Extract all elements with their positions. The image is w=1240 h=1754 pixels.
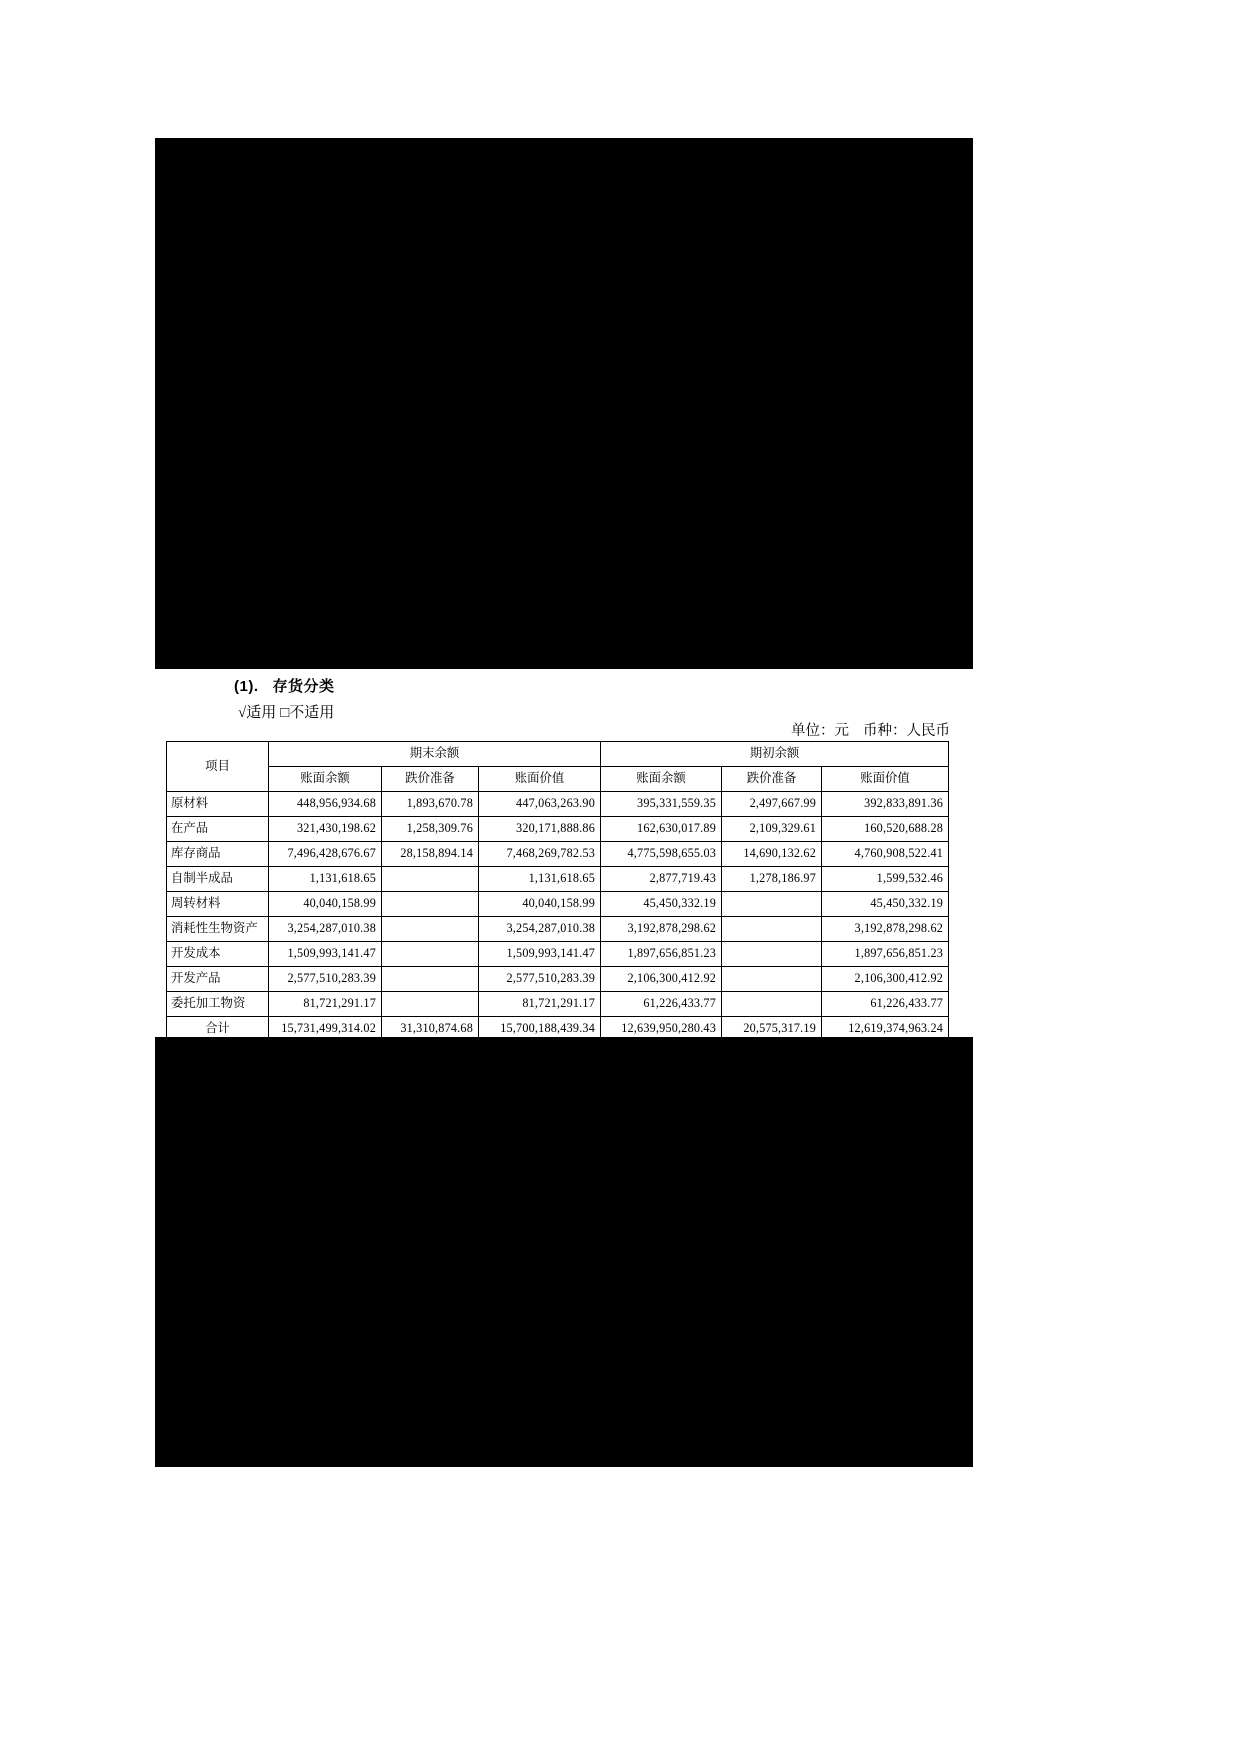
- col-header-begin-book-balance: 账面余额: [601, 767, 722, 792]
- table-row: [167, 967, 949, 992]
- table-header-row-groups: [167, 742, 949, 767]
- cell: 2,106,300,412.92: [822, 967, 949, 992]
- cell: 1,509,993,141.47: [479, 942, 601, 967]
- row-label: 委托加工物资: [167, 992, 269, 1017]
- row-label: 周转材料: [167, 892, 269, 917]
- unit-currency-line: [791, 719, 950, 740]
- cell: 45,450,332.19: [601, 892, 722, 917]
- cell: 4,760,908,522.41: [822, 842, 949, 867]
- cell: 392,833,891.36: [822, 792, 949, 817]
- cell: 448,956,934.68: [269, 792, 382, 817]
- cell: 1,897,656,851.23: [822, 942, 949, 967]
- table-row: [167, 842, 949, 867]
- cell: 1,258,309.76: [382, 817, 479, 842]
- cell: 14,690,132.62: [722, 842, 822, 867]
- cell: 12,619,374,963.24: [822, 1017, 949, 1042]
- cell: 7,496,428,676.67: [269, 842, 382, 867]
- cell: 40,040,158.99: [479, 892, 601, 917]
- table-row: [167, 892, 949, 917]
- cell: 31,310,874.68: [382, 1017, 479, 1042]
- cell: 20,575,317.19: [722, 1017, 822, 1042]
- currency-label: 币种：人民币: [863, 723, 950, 739]
- cell: [382, 967, 479, 992]
- col-header-item: 项目: [167, 742, 269, 792]
- cell: 3,192,878,298.62: [601, 917, 722, 942]
- cell: [382, 892, 479, 917]
- section-heading: [234, 675, 335, 696]
- cell: 45,450,332.19: [822, 892, 949, 917]
- unit-label: 单位：元: [791, 723, 849, 739]
- cell: 1,131,618.65: [269, 867, 382, 892]
- cell: 3,192,878,298.62: [822, 917, 949, 942]
- cell: 2,109,329.61: [722, 817, 822, 842]
- cell: 2,577,510,283.39: [269, 967, 382, 992]
- cell: 15,700,188,439.34: [479, 1017, 601, 1042]
- cell: 160,520,688.28: [822, 817, 949, 842]
- cell: 320,171,888.86: [479, 817, 601, 842]
- cell: 3,254,287,010.38: [479, 917, 601, 942]
- table-header-row-subs: [167, 767, 949, 792]
- row-label: 自制半成品: [167, 867, 269, 892]
- table-row: [167, 867, 949, 892]
- cell: [722, 892, 822, 917]
- table-row: [167, 792, 949, 817]
- cell: 15,731,499,314.02: [269, 1017, 382, 1042]
- applicable-unchecked[interactable]: □不适用: [280, 705, 335, 721]
- table-row: [167, 917, 949, 942]
- cell: 81,721,291.17: [479, 992, 601, 1017]
- cell: 12,639,950,280.43: [601, 1017, 722, 1042]
- row-label: 开发成本: [167, 942, 269, 967]
- row-label-total: 合计: [167, 1017, 269, 1042]
- cell: 1,131,618.65: [479, 867, 601, 892]
- table-row: [167, 942, 949, 967]
- redacted-block-top: [155, 138, 973, 669]
- col-header-end-book-balance: 账面余额: [269, 767, 382, 792]
- row-label: 原材料: [167, 792, 269, 817]
- cell: 61,226,433.77: [601, 992, 722, 1017]
- cell: 2,577,510,283.39: [479, 967, 601, 992]
- cell: 4,775,598,655.03: [601, 842, 722, 867]
- cell: 7,468,269,782.53: [479, 842, 601, 867]
- col-header-end-book-value: 账面价值: [479, 767, 601, 792]
- col-header-begin-provision: 跌价准备: [722, 767, 822, 792]
- col-header-end-provision: 跌价准备: [382, 767, 479, 792]
- applicable-checked[interactable]: √适用: [238, 705, 277, 721]
- cell: 1,897,656,851.23: [601, 942, 722, 967]
- cell: 1,509,993,141.47: [269, 942, 382, 967]
- table-row: [167, 992, 949, 1017]
- col-header-group-end: 期末余额: [269, 742, 601, 767]
- cell: [382, 942, 479, 967]
- section-number: (1).: [234, 678, 259, 695]
- cell: 2,877,719.43: [601, 867, 722, 892]
- cell: 1,278,186.97: [722, 867, 822, 892]
- cell: 321,430,198.62: [269, 817, 382, 842]
- cell: [382, 867, 479, 892]
- cell: 2,106,300,412.92: [601, 967, 722, 992]
- applicable-line: [238, 701, 338, 722]
- cell: [382, 992, 479, 1017]
- cell: 1,893,670.78: [382, 792, 479, 817]
- col-header-begin-book-value: 账面价值: [822, 767, 949, 792]
- cell: 1,599,532.46: [822, 867, 949, 892]
- row-label: 开发产品: [167, 967, 269, 992]
- cell: [722, 992, 822, 1017]
- cell: 40,040,158.99: [269, 892, 382, 917]
- cell: 61,226,433.77: [822, 992, 949, 1017]
- cell: 3,254,287,010.38: [269, 917, 382, 942]
- cell: [722, 917, 822, 942]
- cell: [722, 967, 822, 992]
- cell: 395,331,559.35: [601, 792, 722, 817]
- cell: [382, 917, 479, 942]
- section-title: 存货分类: [272, 678, 335, 695]
- table-row: [167, 817, 949, 842]
- cell: 162,630,017.89: [601, 817, 722, 842]
- row-label: 消耗性生物资产: [167, 917, 269, 942]
- cell: 81,721,291.17: [269, 992, 382, 1017]
- redacted-block-bottom: [155, 1037, 973, 1467]
- cell: 447,063,263.90: [479, 792, 601, 817]
- cell: 28,158,894.14: [382, 842, 479, 867]
- inventory-classification-table: [166, 741, 949, 1042]
- row-label: 库存商品: [167, 842, 269, 867]
- cell: 2,497,667.99: [722, 792, 822, 817]
- cell: [722, 942, 822, 967]
- row-label: 在产品: [167, 817, 269, 842]
- col-header-group-begin: 期初余额: [601, 742, 949, 767]
